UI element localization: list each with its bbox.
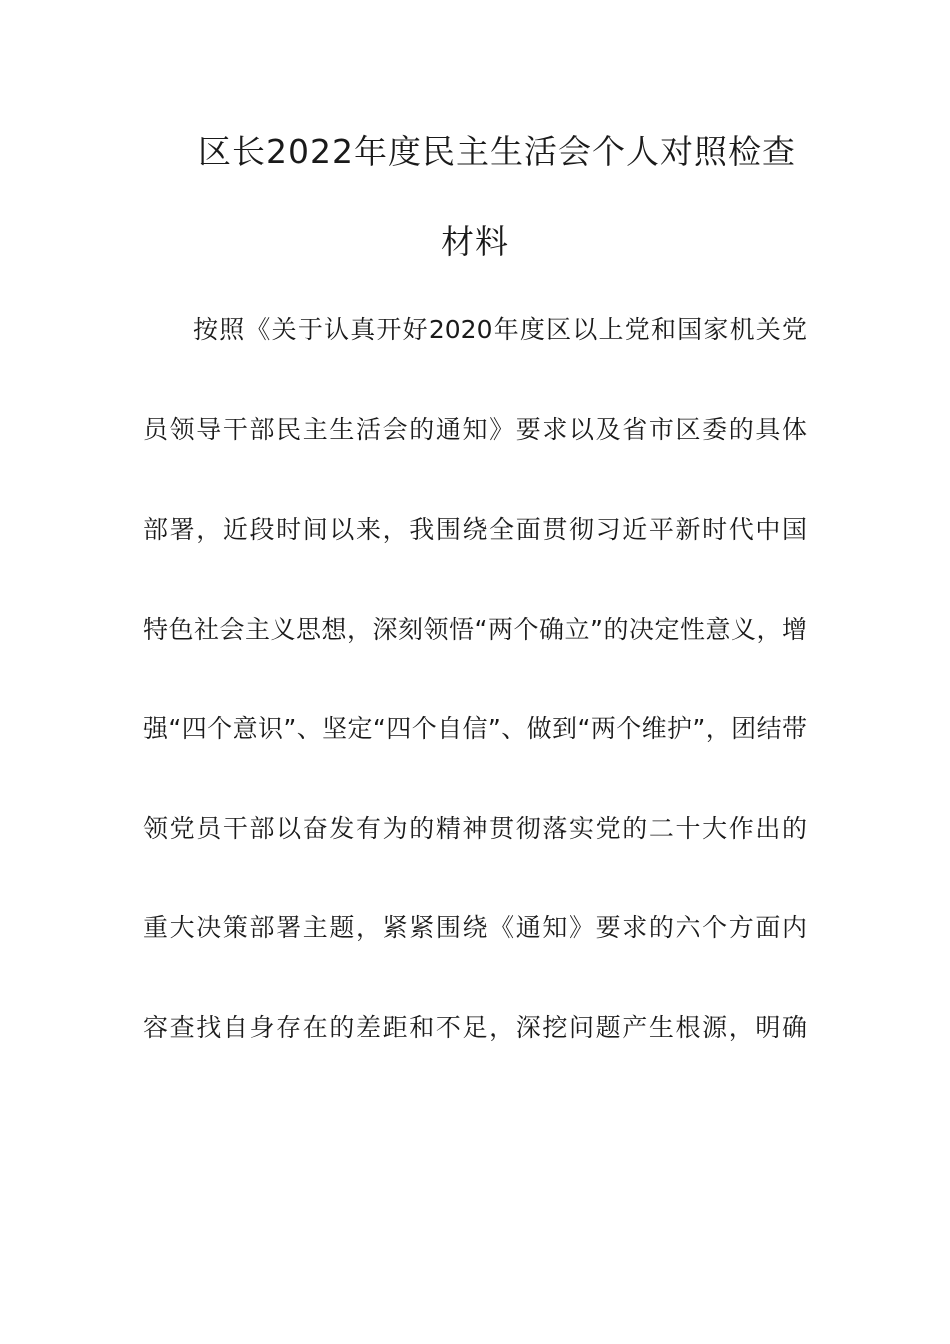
document-title-line-1: 区长2022年度民主生活会个人对照检查 bbox=[198, 132, 796, 171]
body-line: 容查找自身存在的差距和不足，深挖问题产生根源，明确 bbox=[143, 1013, 807, 1042]
body-line: 员领导干部民主生活会的通知》要求以及省市区委的具体 bbox=[143, 415, 807, 444]
body-line: 部署，近段时间以来，我围绕全面贯彻习近平新时代中国 bbox=[143, 515, 807, 544]
body-line: 领党员干部以奋发有为的精神贯彻落实党的二十大作出的 bbox=[143, 814, 807, 843]
body-line: 强“四个意识”、坚定“四个自信”、做到“两个维护”，团结带 bbox=[143, 714, 807, 743]
body-line: 特色社会主义思想，深刻领悟“两个确立”的决定性意义，增 bbox=[143, 615, 807, 644]
body-line: 重大决策部署主题，紧紧围绕《通知》要求的六个方面内 bbox=[143, 913, 807, 942]
body-line: 按照《关于认真开好2020年度区以上党和国家机关党 bbox=[193, 315, 807, 344]
document-title-line-2: 材料 bbox=[441, 222, 509, 261]
